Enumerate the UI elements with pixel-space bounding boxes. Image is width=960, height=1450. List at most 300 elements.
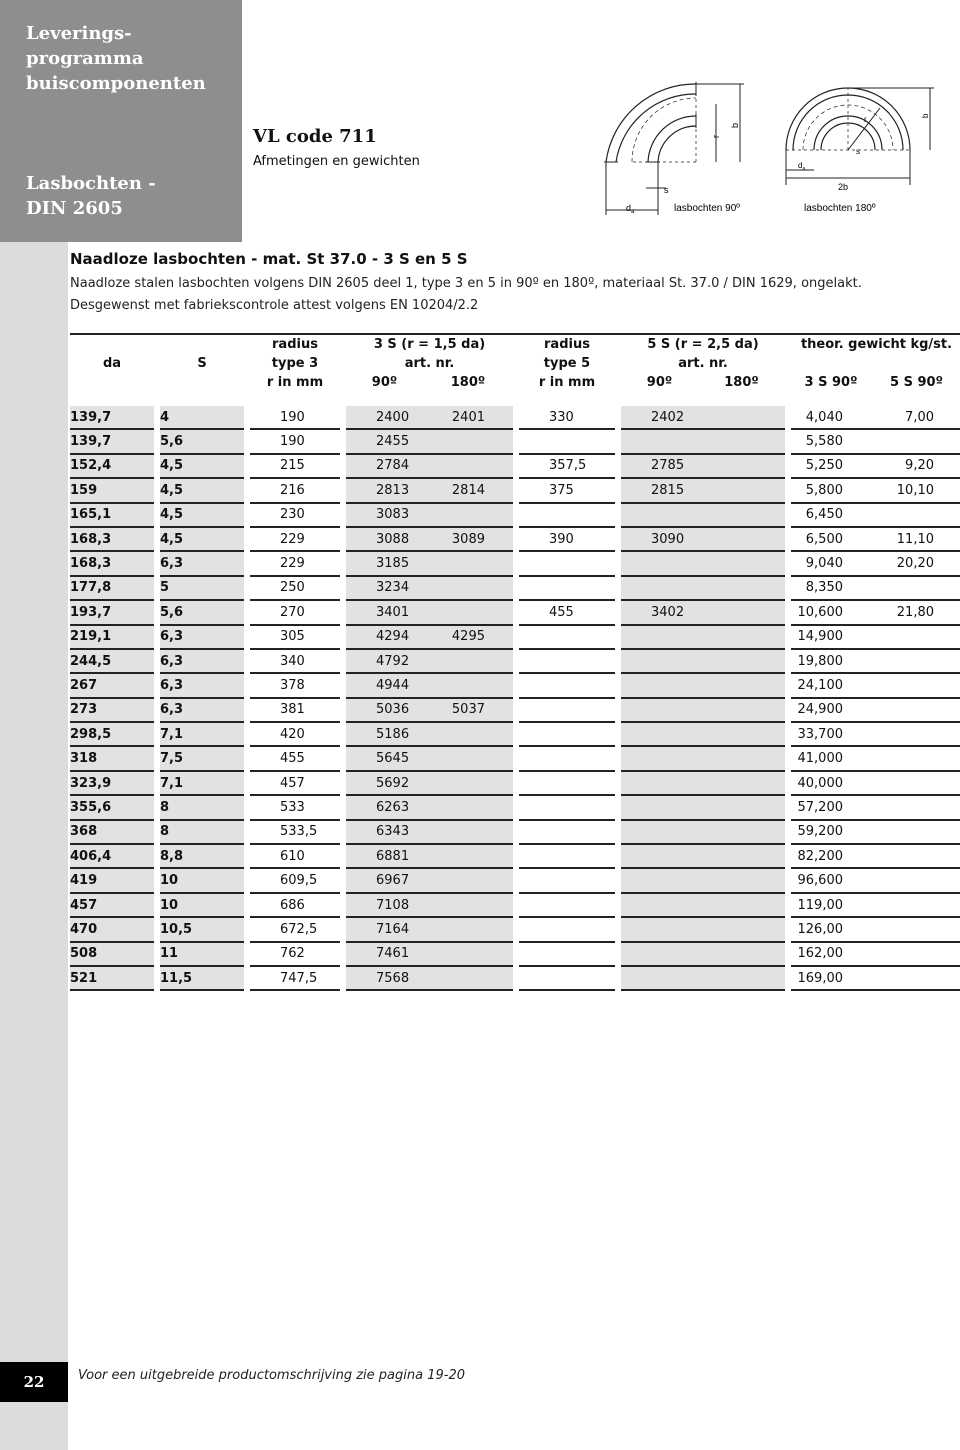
cell-a3-180: [423, 943, 513, 967]
table-row: [70, 455, 960, 479]
cell-r5: 455: [519, 601, 615, 625]
bend-90-drawing: [604, 82, 744, 215]
cell-a3-90: 3083: [346, 504, 423, 528]
cell-w5: [871, 869, 960, 893]
cell-w5: [871, 626, 960, 650]
cell-r3: 229: [250, 528, 340, 552]
section-title-line: DIN 2605: [26, 198, 123, 219]
cell-s: 8: [160, 821, 244, 845]
cell-r3: 215: [250, 455, 340, 479]
cell-r3: 455: [250, 747, 340, 771]
table-row: [70, 650, 960, 674]
cell-a3-180: 2401: [423, 406, 513, 430]
cell-a3-90: 6967: [346, 869, 423, 893]
cell-w3: 169,00: [791, 967, 871, 991]
dim-b-label-180: b: [921, 113, 930, 118]
cell-w5: [871, 918, 960, 942]
table-row: [70, 430, 960, 454]
col-type-5: type 5: [543, 356, 591, 371]
cell-a5-180: [698, 601, 785, 625]
cell-w3: 5,580: [791, 430, 871, 454]
cell-s: 4: [160, 406, 244, 430]
table-row: [70, 869, 960, 893]
cell-da: 298,5: [70, 723, 154, 747]
table-row: [70, 723, 960, 747]
col-rmm-5: r in mm: [538, 375, 596, 390]
cell-a3-180: [423, 455, 513, 479]
cell-a3-90: 3401: [346, 601, 423, 625]
cell-a5-180: [698, 747, 785, 771]
col-type-3: type 3: [271, 356, 319, 371]
cell-r5: [519, 967, 615, 991]
cell-a3-90: 2784: [346, 455, 423, 479]
page-title: VL code 711: [253, 126, 377, 147]
label-180: lasbochten 180º: [804, 203, 876, 214]
cell-a5-180: [698, 943, 785, 967]
cell-r3: 229: [250, 552, 340, 576]
col-weight-5s: 5 S 90º: [890, 375, 943, 390]
cell-r3: 672,5: [250, 918, 340, 942]
cell-s: 10,5: [160, 918, 244, 942]
cell-r5: [519, 699, 615, 723]
cell-s: 6,3: [160, 650, 244, 674]
cell-s: 10: [160, 894, 244, 918]
dim-d-sub: a: [802, 166, 806, 172]
table-row: [70, 674, 960, 698]
cell-w3: 9,040: [791, 552, 871, 576]
cell-r5: 357,5: [519, 455, 615, 479]
cell-a5-90: [621, 577, 698, 601]
cell-r5: [519, 772, 615, 796]
cell-a3-90: 4792: [346, 650, 423, 674]
table-row: [70, 967, 960, 991]
intro-line-1: Naadloze stalen lasbochten volgens DIN 2605 deel 1, type 3 en 5 in 90º en 180º, materiaal St. 37.0 / DIN 1629, ongelakt.: [70, 276, 862, 291]
cell-a5-90: [621, 699, 698, 723]
cell-r5: 330: [519, 406, 615, 430]
cell-a3-90: 6263: [346, 796, 423, 820]
cell-w3: 5,800: [791, 479, 871, 503]
cell-a5-180: [698, 626, 785, 650]
cell-a5-90: [621, 626, 698, 650]
page-number: 22: [0, 1362, 68, 1402]
table-row: [70, 504, 960, 528]
cell-a5-90: [621, 747, 698, 771]
cell-w3: 82,200: [791, 845, 871, 869]
cell-da: 406,4: [70, 845, 154, 869]
col-90-3: 90º: [371, 375, 398, 390]
cell-a3-180: [423, 869, 513, 893]
dim-d-text: d: [626, 203, 632, 213]
cell-a3-180: [423, 967, 513, 991]
table-row: [70, 845, 960, 869]
cell-r5: [519, 796, 615, 820]
cell-da: 419: [70, 869, 154, 893]
cell-a5-90: [621, 943, 698, 967]
sidebar-title-line: Leverings-: [26, 23, 132, 44]
dim-2b-label: 2b: [838, 182, 849, 192]
cell-da: 267: [70, 674, 154, 698]
cell-w5: 20,20: [871, 552, 960, 576]
cell-a5-180: [698, 894, 785, 918]
cell-w5: [871, 699, 960, 723]
cell-r3: 533: [250, 796, 340, 820]
cell-s: 7,1: [160, 723, 244, 747]
cell-w5: [871, 650, 960, 674]
cell-a3-90: 5692: [346, 772, 423, 796]
cell-s: 10: [160, 869, 244, 893]
cell-a3-180: [423, 430, 513, 454]
col-artnr-5: art. nr.: [678, 356, 728, 371]
table-body: [70, 406, 960, 991]
cell-a5-90: [621, 821, 698, 845]
cell-a3-180: [423, 796, 513, 820]
cell-a5-90: [621, 650, 698, 674]
cell-w3: 6,500: [791, 528, 871, 552]
cell-da: 244,5: [70, 650, 154, 674]
cell-a3-180: [423, 845, 513, 869]
cell-r3: 747,5: [250, 967, 340, 991]
cell-a3-180: [423, 918, 513, 942]
cell-r3: 762: [250, 943, 340, 967]
dim-b-label: b: [730, 122, 740, 128]
cell-s: 6,3: [160, 626, 244, 650]
cell-a3-180: [423, 723, 513, 747]
cell-s: 6,3: [160, 699, 244, 723]
cell-a3-90: 6881: [346, 845, 423, 869]
cell-da: 193,7: [70, 601, 154, 625]
cell-a5-180: [698, 650, 785, 674]
label-90: lasbochten 90º: [674, 203, 740, 214]
cell-w3: 59,200: [791, 821, 871, 845]
cell-a3-90: 6343: [346, 821, 423, 845]
col-group-5s: 5 S (r = 2,5 da): [621, 333, 785, 354]
cell-a3-90: 5036: [346, 699, 423, 723]
cell-a3-90: 3234: [346, 577, 423, 601]
page-subtitle: Afmetingen en gewichten: [253, 154, 420, 169]
cell-a3-180: 5037: [423, 699, 513, 723]
cell-a5-180: [698, 845, 785, 869]
cell-w3: 40,000: [791, 772, 871, 796]
dim-d-sub: a: [631, 209, 635, 215]
col-da: da: [102, 356, 122, 371]
cell-w5: [871, 845, 960, 869]
cell-a3-90: 2400: [346, 406, 423, 430]
col-90-5: 90º: [646, 375, 673, 390]
cell-r5: [519, 504, 615, 528]
cell-a3-90: 7568: [346, 967, 423, 991]
cell-r5: [519, 821, 615, 845]
cell-s: 4,5: [160, 528, 244, 552]
table-row: [70, 699, 960, 723]
cell-da: 159: [70, 479, 154, 503]
cell-a3-180: [423, 552, 513, 576]
cell-s: 5,6: [160, 601, 244, 625]
cell-da: 168,3: [70, 552, 154, 576]
cell-a5-90: [621, 430, 698, 454]
dim-d-text: d: [798, 161, 803, 170]
cell-a3-180: [423, 577, 513, 601]
cell-a5-180: [698, 528, 785, 552]
cell-da: 139,7: [70, 430, 154, 454]
cell-w3: 24,900: [791, 699, 871, 723]
bend-180-drawing: [786, 88, 934, 185]
cell-w3: 4,040: [791, 406, 871, 430]
cell-a5-180: [698, 821, 785, 845]
cell-a5-180: [698, 674, 785, 698]
cell-r3: 686: [250, 894, 340, 918]
cell-r5: [519, 577, 615, 601]
cell-da: 457: [70, 894, 154, 918]
cell-w5: [871, 747, 960, 771]
cell-s: 5: [160, 577, 244, 601]
cell-a3-180: [423, 674, 513, 698]
cell-a3-180: [423, 747, 513, 771]
cell-w3: 96,600: [791, 869, 871, 893]
sidebar-title-line: programma: [26, 48, 144, 69]
cell-a3-90: 7108: [346, 894, 423, 918]
cell-da: 508: [70, 943, 154, 967]
cell-r5: 375: [519, 479, 615, 503]
dim-s-label-180: s: [856, 147, 860, 156]
cell-a5-180: [698, 430, 785, 454]
cell-a5-180: [698, 455, 785, 479]
cell-w3: 10,600: [791, 601, 871, 625]
dim-d-label: [626, 203, 635, 215]
cell-r3: 610: [250, 845, 340, 869]
cell-s: 4,5: [160, 504, 244, 528]
cell-da: 152,4: [70, 455, 154, 479]
cell-a5-90: 3402: [621, 601, 698, 625]
cell-a3-90: 3185: [346, 552, 423, 576]
cell-r5: [519, 943, 615, 967]
cell-w3: 57,200: [791, 796, 871, 820]
cell-a5-180: [698, 504, 785, 528]
cell-a5-180: [698, 552, 785, 576]
cell-a3-90: 2813: [346, 479, 423, 503]
cell-w3: 162,00: [791, 943, 871, 967]
cell-a3-180: 4295: [423, 626, 513, 650]
cell-a5-90: [621, 504, 698, 528]
cell-a5-180: [698, 699, 785, 723]
cell-r5: [519, 918, 615, 942]
cell-r3: 609,5: [250, 869, 340, 893]
cell-a3-180: 2814: [423, 479, 513, 503]
cell-s: 5,6: [160, 430, 244, 454]
cell-s: 6,3: [160, 552, 244, 576]
dim-r-label: r: [711, 135, 721, 138]
cell-a5-180: [698, 796, 785, 820]
cell-r5: [519, 674, 615, 698]
cell-a5-180: [698, 406, 785, 430]
cell-a5-90: [621, 918, 698, 942]
footer-note: Voor een uitgebreide productomschrijving zie pagina 19-20: [78, 1368, 465, 1383]
col-s: S: [197, 356, 207, 371]
cell-da: 470: [70, 918, 154, 942]
cell-da: 318: [70, 747, 154, 771]
cell-a3-90: 5186: [346, 723, 423, 747]
cell-r3: 270: [250, 601, 340, 625]
cell-w5: 9,20: [871, 455, 960, 479]
cell-w3: 14,900: [791, 626, 871, 650]
cell-da: 168,3: [70, 528, 154, 552]
bend-diagram: [590, 70, 950, 225]
cell-w5: [871, 430, 960, 454]
cell-r3: 457: [250, 772, 340, 796]
cell-a3-90: 7164: [346, 918, 423, 942]
col-weight-3s: 3 S 90º: [804, 375, 858, 390]
cell-r5: [519, 845, 615, 869]
cell-da: 219,1: [70, 626, 154, 650]
cell-da: 368: [70, 821, 154, 845]
cell-a5-90: [621, 723, 698, 747]
cell-a3-180: [423, 650, 513, 674]
cell-w5: [871, 674, 960, 698]
table-row: [70, 479, 960, 503]
table-row: [70, 821, 960, 845]
cell-w5: 11,10: [871, 528, 960, 552]
cell-w3: 5,250: [791, 455, 871, 479]
cell-w3: 33,700: [791, 723, 871, 747]
cell-s: 8,8: [160, 845, 244, 869]
cell-r5: [519, 650, 615, 674]
cell-a5-180: [698, 479, 785, 503]
cell-a5-90: 2785: [621, 455, 698, 479]
intro-heading: Naadloze lasbochten - mat. St 37.0 - 3 S en 5 S: [70, 250, 468, 268]
cell-r3: 216: [250, 479, 340, 503]
sidebar-section-title: [26, 171, 156, 221]
cell-w3: 119,00: [791, 894, 871, 918]
cell-a5-90: 2402: [621, 406, 698, 430]
table-row: [70, 552, 960, 576]
cell-a5-90: [621, 552, 698, 576]
cell-r5: [519, 894, 615, 918]
cell-w3: 41,000: [791, 747, 871, 771]
cell-s: 4,5: [160, 479, 244, 503]
cell-w5: [871, 772, 960, 796]
cell-a5-180: [698, 918, 785, 942]
cell-s: 6,3: [160, 674, 244, 698]
cell-w3: 19,800: [791, 650, 871, 674]
cell-da: 139,7: [70, 406, 154, 430]
cell-w5: [871, 821, 960, 845]
cell-a3-180: [423, 894, 513, 918]
col-180-5: 180º: [724, 375, 759, 390]
cell-r5: [519, 552, 615, 576]
cell-da: 177,8: [70, 577, 154, 601]
table-row: [70, 796, 960, 820]
cell-r5: [519, 723, 615, 747]
cell-a3-180: [423, 504, 513, 528]
bend-table: [70, 333, 960, 991]
cell-a3-180: [423, 772, 513, 796]
cell-r3: 340: [250, 650, 340, 674]
cell-r5: [519, 869, 615, 893]
cell-a3-90: 5645: [346, 747, 423, 771]
cell-r3: 190: [250, 406, 340, 430]
table-row: [70, 626, 960, 650]
cell-a5-90: [621, 845, 698, 869]
cell-w5: [871, 967, 960, 991]
cell-da: 355,6: [70, 796, 154, 820]
cell-a5-90: [621, 674, 698, 698]
cell-a5-90: 2815: [621, 479, 698, 503]
col-rmm-3: r in mm: [266, 375, 324, 390]
cell-da: 273: [70, 699, 154, 723]
cell-a5-180: [698, 577, 785, 601]
cell-a3-90: 3088: [346, 528, 423, 552]
cell-w5: [871, 723, 960, 747]
col-radius-3: radius: [250, 333, 340, 354]
cell-w3: 6,450: [791, 504, 871, 528]
cell-a5-180: [698, 772, 785, 796]
cell-w5: [871, 577, 960, 601]
cell-s: 11: [160, 943, 244, 967]
cell-w5: 7,00: [871, 406, 960, 430]
cell-s: 7,1: [160, 772, 244, 796]
cell-a3-90: 4294: [346, 626, 423, 650]
cell-a3-180: [423, 821, 513, 845]
cell-r3: 533,5: [250, 821, 340, 845]
col-weight: theor. gewicht kg/st.: [791, 333, 960, 354]
table-row: [70, 918, 960, 942]
cell-w3: 8,350: [791, 577, 871, 601]
cell-a5-180: [698, 869, 785, 893]
cell-r3: 378: [250, 674, 340, 698]
cell-a5-90: [621, 772, 698, 796]
cell-w5: 21,80: [871, 601, 960, 625]
cell-r5: [519, 747, 615, 771]
cell-a3-90: 7461: [346, 943, 423, 967]
cell-a3-180: [423, 601, 513, 625]
cell-s: 7,5: [160, 747, 244, 771]
table-row: [70, 772, 960, 796]
cell-da: 521: [70, 967, 154, 991]
dim-s-label: s: [664, 185, 669, 195]
dim-r-label-180: r: [864, 115, 867, 124]
cell-a5-90: 3090: [621, 528, 698, 552]
cell-s: 11,5: [160, 967, 244, 991]
table-row: [70, 894, 960, 918]
cell-a5-90: [621, 894, 698, 918]
cell-a5-180: [698, 967, 785, 991]
sidebar-title-box: [0, 0, 242, 242]
cell-s: 8: [160, 796, 244, 820]
col-group-3s: 3 S (r = 1,5 da): [346, 333, 513, 354]
cell-a5-90: [621, 796, 698, 820]
table-row: [70, 747, 960, 771]
cell-a5-90: [621, 869, 698, 893]
cell-a5-180: [698, 723, 785, 747]
cell-a3-180: 3089: [423, 528, 513, 552]
cell-a3-90: 2455: [346, 430, 423, 454]
cell-r5: [519, 430, 615, 454]
cell-r3: 190: [250, 430, 340, 454]
cell-r3: 250: [250, 577, 340, 601]
table-row: [70, 528, 960, 552]
cell-w3: 126,00: [791, 918, 871, 942]
cell-da: 323,9: [70, 772, 154, 796]
cell-da: 165,1: [70, 504, 154, 528]
cell-a3-90: 4944: [346, 674, 423, 698]
col-180-3: 180º: [450, 375, 486, 390]
cell-w5: [871, 796, 960, 820]
cell-s: 4,5: [160, 455, 244, 479]
cell-w5: [871, 504, 960, 528]
table-row: [70, 601, 960, 625]
intro-line-2: Desgewenst met fabriekscontrole attest volgens EN 10204/2.2: [70, 298, 479, 313]
table-row: [70, 577, 960, 601]
cell-r5: [519, 626, 615, 650]
